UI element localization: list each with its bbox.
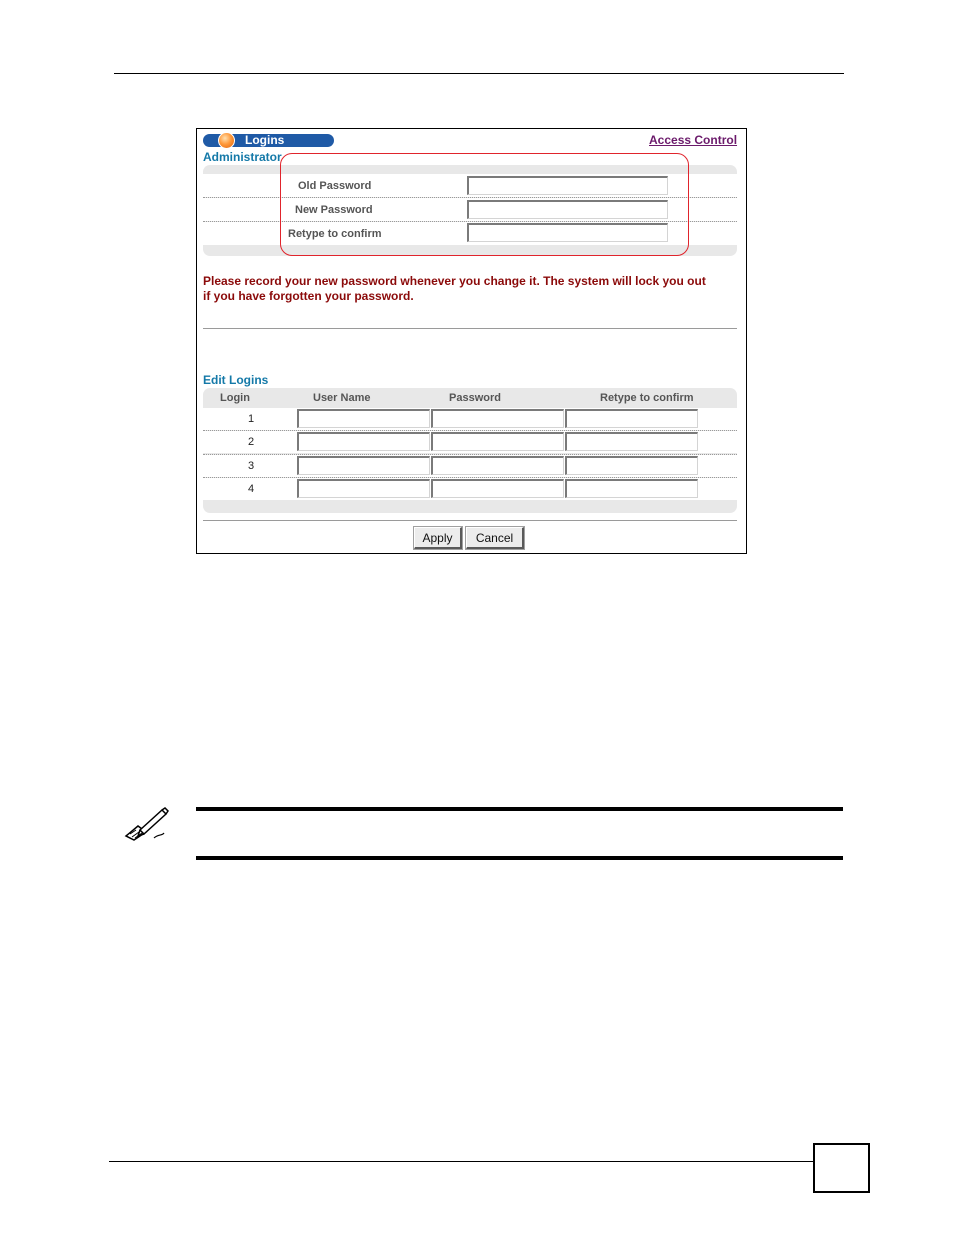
page-number-box bbox=[813, 1143, 870, 1193]
note-bottom-rule bbox=[196, 856, 843, 860]
column-header-user-name: User Name bbox=[313, 392, 371, 404]
user-name-field-2[interactable] bbox=[297, 432, 430, 451]
password-field-1[interactable] bbox=[431, 409, 564, 428]
apply-button[interactable]: Apply bbox=[414, 527, 462, 549]
row-divider bbox=[203, 454, 737, 455]
retype-confirm-label: Retype to confirm bbox=[288, 228, 382, 240]
access-control-link[interactable]: Access Control bbox=[649, 133, 738, 147]
password-warning bbox=[203, 274, 735, 304]
password-field-3[interactable] bbox=[431, 456, 564, 475]
column-header-retype: Retype to confirm bbox=[600, 392, 694, 404]
footer-rule bbox=[109, 1161, 814, 1162]
login-number: 2 bbox=[248, 436, 255, 448]
row-divider bbox=[203, 477, 737, 478]
note-top-rule bbox=[196, 807, 843, 811]
retype-field-3[interactable] bbox=[565, 456, 698, 475]
highlight-callout bbox=[280, 153, 689, 256]
login-number: 1 bbox=[248, 413, 255, 425]
user-name-field-3[interactable] bbox=[297, 456, 430, 475]
row-divider bbox=[203, 430, 737, 431]
retype-field-1[interactable] bbox=[565, 409, 698, 428]
warning-line-1: Please record your new password whenever you change it. The system will lock you out bbox=[203, 274, 706, 288]
user-name-field-1[interactable] bbox=[297, 409, 430, 428]
warning-line-2: if you have forgotten your password. bbox=[203, 289, 414, 303]
user-name-field-4[interactable] bbox=[297, 479, 430, 498]
button-separator bbox=[203, 520, 737, 521]
login-number: 4 bbox=[248, 483, 255, 495]
new-password-label: New Password bbox=[295, 204, 373, 216]
header-rule bbox=[114, 73, 844, 74]
old-password-label: Old Password bbox=[298, 180, 372, 192]
login-number: 3 bbox=[248, 460, 255, 472]
password-field-4[interactable] bbox=[431, 479, 564, 498]
column-header-password: Password bbox=[449, 392, 501, 404]
edit-logins-title: Edit Logins bbox=[203, 373, 269, 387]
section-separator bbox=[203, 328, 737, 329]
logins-tab-title: Logins bbox=[245, 133, 285, 147]
orange-ball-icon bbox=[218, 132, 235, 149]
administrator-title: Administrator bbox=[203, 150, 282, 164]
retype-field-4[interactable] bbox=[565, 479, 698, 498]
cancel-button[interactable]: Cancel bbox=[466, 527, 524, 549]
pen-on-paper-icon bbox=[124, 806, 172, 842]
column-header-login: Login bbox=[220, 392, 250, 404]
retype-field-2[interactable] bbox=[565, 432, 698, 451]
password-field-2[interactable] bbox=[431, 432, 564, 451]
